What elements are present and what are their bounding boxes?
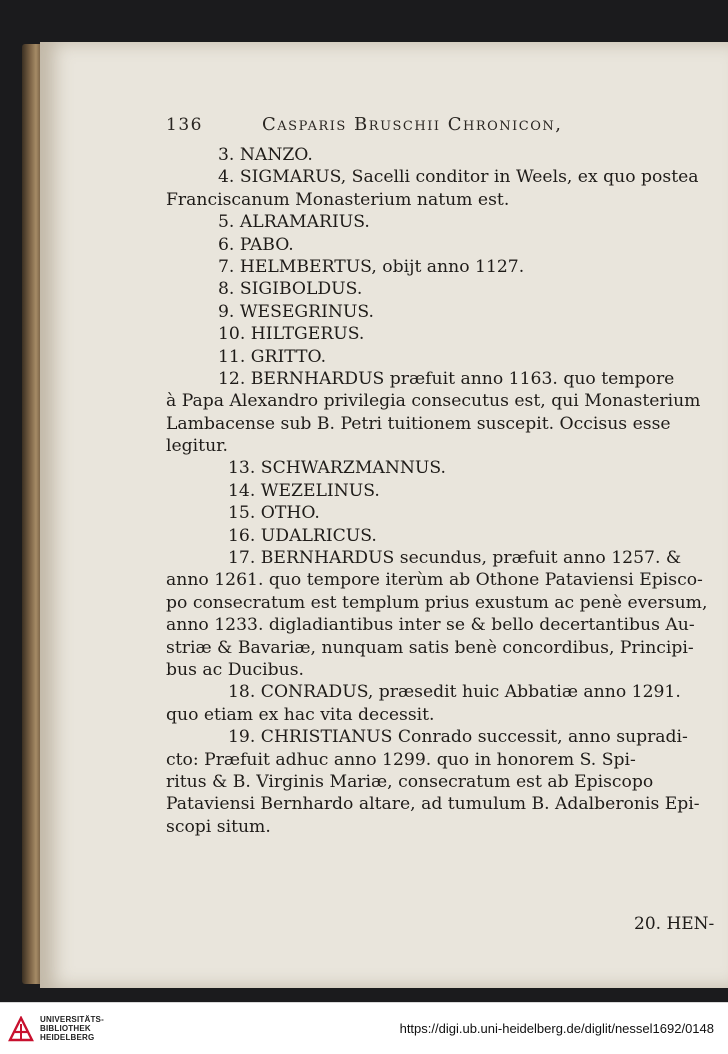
text-line: anno 1261. quo tempore iterùm ab Othone Pataviensi Episco-: [166, 570, 703, 591]
text-line: 17. BERNHARDUS secundus, præfuit anno 1257. &: [228, 548, 682, 569]
text-line: 11. GRITTO.: [218, 346, 327, 367]
text-line: ritus & B. Virginis Mariæ, consecratum est ab Episcopo: [166, 771, 654, 792]
running-head: [166, 114, 726, 142]
text-line: 14. WEZELINUS.: [228, 480, 380, 501]
book-edge: [22, 44, 42, 984]
library-logo[interactable]: [8, 1015, 104, 1042]
catchword: 20. HEN-: [634, 914, 715, 934]
text-line: 4. SIGMARUS, Sacelli conditor in Weels, ex quo postea: [218, 167, 699, 188]
text-line: striæ & Bavariæ, nunquam satis benè concordibus, Principi-: [166, 637, 694, 658]
text-line: Franciscanum Monasterium natum est.: [166, 189, 510, 210]
text-line: 9. WESEGRINUS.: [218, 301, 375, 322]
text-line: Pataviensi Bernhardo altare, ad tumulum B. Adalberonis Epi-: [166, 794, 700, 815]
text-line: scopi situm.: [166, 816, 271, 837]
library-logo-text: UNIVERSITÄTS- BIBLIOTHEK HEIDELBERG: [40, 1015, 104, 1042]
text-line: 3. NANZO.: [218, 145, 313, 165]
text-line: 15. OTHO.: [228, 503, 320, 524]
text-line: anno 1233. digladiantibus inter se & bello decertantibus Au-: [166, 615, 695, 636]
page-number: 136: [166, 115, 203, 135]
text-line: 5. ALRAMARIUS.: [218, 212, 370, 233]
text-line: bus ac Ducibus.: [166, 659, 305, 680]
text-line: 7. HELMBERTUS, obijt anno 1127.: [218, 256, 525, 277]
running-title: Casparis Bruschii Chronicon,: [262, 114, 563, 135]
page-text: [166, 144, 726, 838]
text-line: 6. PABO.: [218, 234, 294, 255]
permalink-url[interactable]: https://digi.ub.uni-heidelberg.de/diglit/nessel1692/0148: [399, 1021, 714, 1036]
text-line: 10. HILTGERUS.: [218, 324, 365, 345]
text-line: legitur.: [166, 436, 228, 457]
text-line: 19. CHRISTIANUS Conrado successit, anno supradi-: [228, 727, 688, 748]
text-line: quo etiam ex hac vita decessit.: [166, 704, 435, 725]
library-logo-icon: [8, 1016, 34, 1042]
text-line: à Papa Alexandro privilegia consecutus est, qui Monasterium: [166, 391, 701, 412]
text-line: 16. UDALRICUS.: [228, 525, 377, 546]
text-line: Lambacense sub B. Petri tuitionem suscepit. Occisus esse: [166, 413, 671, 434]
text-line: po consecratum est templum prius exustum ac penè eversum,: [166, 592, 708, 613]
text-line: 12. BERNHARDUS præfuit anno 1163. quo tempore: [218, 368, 675, 389]
text-line: 18. CONRADUS, præsedit huic Abbatiæ anno 1291.: [228, 682, 681, 703]
text-line: cto: Præfuit adhuc anno 1299. quo in honorem S. Spi-: [166, 749, 636, 770]
text-line: 13. SCHWARZMANNUS.: [228, 458, 447, 479]
footer-bar: [0, 1002, 728, 1054]
text-line: 8. SIGIBOLDUS.: [218, 279, 363, 300]
book-page: [40, 42, 728, 988]
